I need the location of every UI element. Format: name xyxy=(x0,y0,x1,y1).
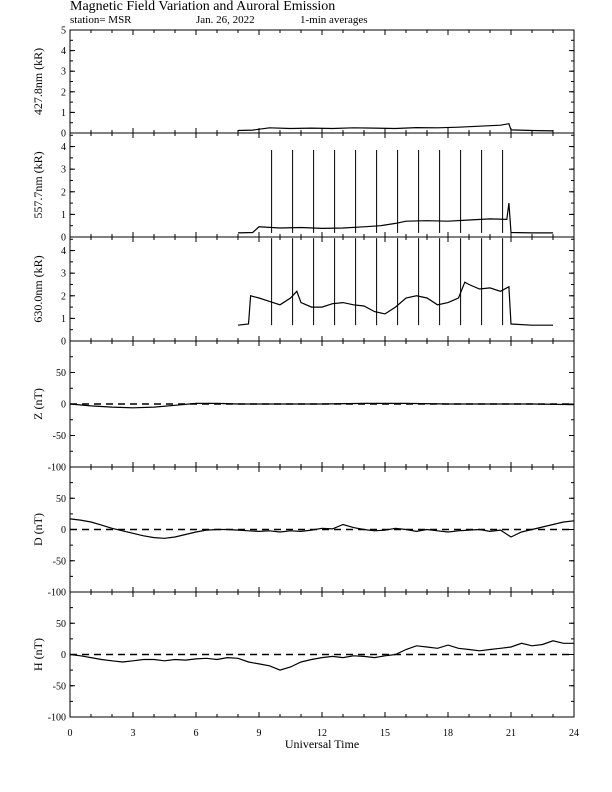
y-tick-label: 2 xyxy=(61,291,66,303)
panel-p6300 xyxy=(31,237,574,348)
y-axis-label: 427.8nm (kR) xyxy=(31,47,45,116)
panel-pZ xyxy=(31,341,574,474)
y-tick-label: 2 xyxy=(61,187,66,199)
x-tick-label: 9 xyxy=(256,728,262,739)
y-axis-label: 630.0nm (kR) xyxy=(31,255,45,323)
y-tick-label: 1 xyxy=(61,209,66,221)
y-tick-label: 0 xyxy=(61,525,66,536)
y-tick-label: -100 xyxy=(47,462,66,474)
series-line xyxy=(70,641,574,670)
x-tick-label: 18 xyxy=(443,728,453,739)
y-tick-label: 3 xyxy=(61,66,66,78)
y-tick-label: 0 xyxy=(61,232,66,244)
panel-p5577 xyxy=(31,133,574,244)
y-tick-label: 4 xyxy=(61,142,66,154)
panel-pH xyxy=(31,592,574,724)
y-tick-label: 50 xyxy=(56,493,66,505)
y-tick-label: -50 xyxy=(52,681,66,693)
y-tick-label: -100 xyxy=(47,712,66,724)
date-label: Jan. 26, 2022 xyxy=(196,14,255,26)
y-tick-label: 3 xyxy=(61,164,66,176)
y-tick-label: -50 xyxy=(52,556,66,568)
y-tick-label: 0 xyxy=(61,399,66,411)
y-axis-label: 557.7nm (kR) xyxy=(31,151,45,219)
x-axis-label: Universal Time xyxy=(284,737,360,751)
y-tick-label: -100 xyxy=(47,587,66,599)
x-tick-label: 15 xyxy=(380,728,390,739)
panel-frame xyxy=(70,30,574,133)
x-tick-label: 6 xyxy=(193,728,199,739)
y-tick-label: 50 xyxy=(56,368,66,379)
x-tick-label: 24 xyxy=(569,728,579,739)
panel-frame xyxy=(70,237,574,341)
y-axis-label: D (nT) xyxy=(31,513,45,546)
x-tick-label: 12 xyxy=(317,728,327,739)
series-line xyxy=(238,124,553,131)
y-axis-label: Z (nT) xyxy=(31,388,45,420)
station-label: station= MSR xyxy=(70,14,132,26)
y-tick-label: 5 xyxy=(61,25,66,37)
y-tick-label: 0 xyxy=(61,650,66,661)
chart-title: Magnetic Field Variation and Auroral Emission xyxy=(70,0,336,14)
y-tick-label: 3 xyxy=(61,268,66,280)
panel-pD xyxy=(31,467,574,599)
x-tick-label: 21 xyxy=(506,728,516,739)
y-tick-label: 2 xyxy=(61,87,66,99)
x-tick-label: 3 xyxy=(130,728,136,739)
y-axis-label: H (nT) xyxy=(31,638,45,671)
plot-area xyxy=(31,26,579,752)
x-tick-label: 0 xyxy=(67,728,73,739)
series-line xyxy=(238,203,553,233)
y-tick-label: 1 xyxy=(61,313,66,325)
y-tick-label: 0 xyxy=(61,128,66,140)
y-tick-label: 1 xyxy=(61,107,66,119)
y-tick-label: -50 xyxy=(52,431,66,442)
y-tick-label: 4 xyxy=(61,46,66,58)
y-tick-label: 4 xyxy=(61,246,66,258)
series-line xyxy=(70,519,574,538)
y-tick-label: 0 xyxy=(61,336,66,348)
series-line xyxy=(238,282,553,325)
y-tick-label: 50 xyxy=(56,618,66,630)
panel-p4278 xyxy=(31,26,574,140)
averaging-label: 1-min averages xyxy=(300,14,368,26)
panel-frame xyxy=(70,133,574,237)
